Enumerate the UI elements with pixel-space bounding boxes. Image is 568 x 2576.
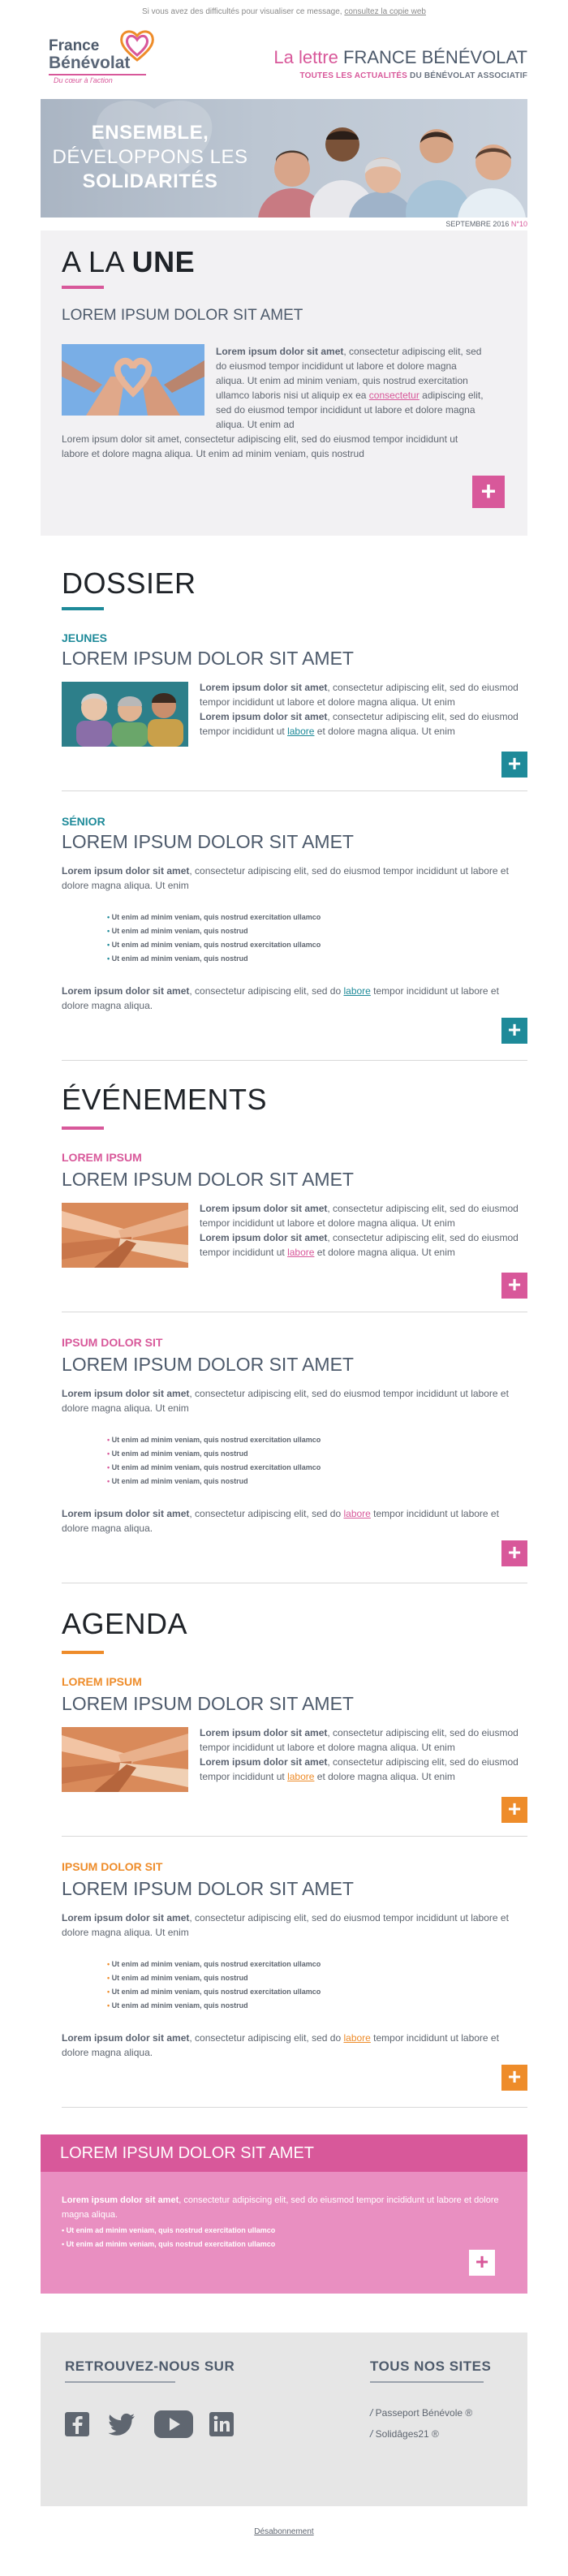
evenements-a2-intro: [62, 1386, 527, 1415]
promo-read-more-button[interactable]: +: [469, 2250, 495, 2276]
divider: [62, 2107, 527, 2108]
facebook-icon[interactable]: [65, 2412, 89, 2436]
agenda-a2-intro-bold: Lorem ipsum dolor sit amet: [62, 1912, 190, 1923]
bullet-text: Ut enim ad minim veniam, quis nostrud exercitation ullamco: [111, 941, 321, 949]
une-p1-rest: , consectetur adipiscing elit, sed do eiusmod tempor incididunt ut labore et dolore magna aliqua. Ut enim ad minim veniam, quis nostrud exercitation ullamco laboris nisi ut aliquip ex ea: [216, 346, 482, 401]
section-title-une: [62, 245, 195, 279]
bullet-item: • Ut enim ad minim veniam, quis nostrud: [107, 1477, 248, 1485]
jeunes-l2-rest: , consectetur adipiscing elit, sed do eiusmod tempor incididunt ut: [200, 711, 519, 737]
header: [41, 23, 527, 99]
une-paragraph-2: Lorem ipsum dolor sit amet, consectetur adipiscing elit, sed do eiusmod tempor incididunt ut labore et dolore magna aliqua. Ut enim ad minim veniam, quis nostrud: [62, 433, 458, 459]
une-p1-bold: Lorem ipsum dolor sit amet: [216, 346, 344, 357]
our-sites-block: [370, 2358, 491, 2445]
jeunes-text: [200, 680, 526, 739]
bullet-text: Ut enim ad minim veniam, quis nostrud: [111, 1450, 248, 1458]
agenda-a1-thumbnail[interactable]: [62, 1727, 188, 1792]
hands-heart-image: [62, 344, 204, 416]
evenements-a2-category: IPSUM DOLOR SIT: [62, 1336, 163, 1349]
logo-tagline: Du cœur à l'action: [54, 76, 113, 84]
une-p1-after: adipiscing elit, sed do eiusmod tempor incididunt ut labore et dolore magna aliqua. Ut enim ad: [216, 390, 484, 430]
section-rule: [62, 286, 104, 289]
evenements-a2-outro-rest: , consectetur adipiscing elit, sed do: [189, 1508, 342, 1519]
une-inline-link[interactable]: consectetur: [368, 390, 420, 401]
jeunes-l1-bold: Lorem ipsum dolor sit amet: [200, 682, 328, 693]
senior-intro-bold: Lorem ipsum dolor sit amet: [62, 865, 190, 877]
hero-banner: [41, 99, 527, 218]
bullet-text: Ut enim ad minim veniam, quis nostrud: [111, 1974, 248, 1982]
evenements-a2-inline-link[interactable]: labore: [343, 1508, 371, 1519]
bullet-item: • Ut enim ad minim veniam, quis nostrud exercitation ullamco: [107, 1988, 321, 1996]
promo-bold: Lorem ipsum dolor sit amet: [62, 2195, 179, 2205]
agenda-a2-outro-rest: , consectetur adipiscing elit, sed do: [189, 2032, 342, 2044]
unsubscribe-link[interactable]: Désabonnement: [254, 2527, 314, 2536]
logo-rule: [49, 74, 146, 75]
evenements-a1-text: [200, 1201, 526, 1260]
agenda-a2-outro-bold: Lorem ipsum dolor sit amet: [62, 2032, 190, 2044]
bullet-item: • Ut enim ad minim veniam, quis nostrud exercitation ullamco: [107, 1960, 321, 1968]
site-link-passeport[interactable]: [370, 2402, 491, 2423]
evenements-rule: [62, 1126, 104, 1130]
follow-us-block: [65, 2358, 235, 2383]
evenements-a1-inline-link[interactable]: labore: [287, 1247, 315, 1258]
bullet-item: • Ut enim ad minim veniam, quis nostrud: [107, 1974, 248, 1982]
france-benevolat-logo[interactable]: [49, 28, 170, 88]
slash-icon: /: [370, 2407, 376, 2419]
evenements-a1-thumbnail[interactable]: [62, 1203, 188, 1268]
banner-line-2: DÉVELOPPONS LES: [52, 146, 248, 168]
agenda-a1-category: LOREM IPSUM: [62, 1675, 142, 1688]
site-link-solidages[interactable]: [370, 2423, 491, 2445]
senior-outro-rest: , consectetur adipiscing elit, sed do: [189, 985, 342, 997]
evenements-a1-l2-bold: Lorem ipsum dolor sit amet: [200, 1232, 328, 1243]
issue-date: SEPTEMBRE 2016: [445, 220, 510, 228]
evenements-a1-title[interactable]: LOREM IPSUM DOLOR SIT AMET: [62, 1169, 354, 1190]
senior-outro-bold: Lorem ipsum dolor sit amet: [62, 985, 190, 997]
dossier-rule: [62, 607, 104, 610]
jeunes-l1-rest: , consectetur adipiscing elit, sed do eiusmod tempor incididunt ut labore et dolore magna aliqua. Ut enim: [200, 682, 519, 708]
bullet-text: Ut enim ad minim veniam, quis nostrud exercitation ullamco: [66, 2226, 276, 2234]
jeunes-article-title[interactable]: LOREM IPSUM DOLOR SIT AMET: [62, 648, 354, 669]
bullet-item: • Ut enim ad minim veniam, quis nostrud exercitation ullamco: [107, 1436, 321, 1444]
evenements-a1-l1-bold: Lorem ipsum dolor sit amet: [200, 1203, 328, 1214]
title-main: FRANCE BÉNÉVOLAT: [343, 47, 527, 67]
une-article-title[interactable]: LOREM IPSUM DOLOR SIT AMET: [62, 307, 303, 324]
agenda-rule: [62, 1651, 104, 1654]
evenements-a2-intro-bold: Lorem ipsum dolor sit amet: [62, 1388, 190, 1399]
evenements-a2-outro-bold: Lorem ipsum dolor sit amet: [62, 1508, 190, 1519]
jeunes-read-more-button[interactable]: +: [501, 752, 527, 778]
follow-us-rule: [65, 2381, 175, 2383]
promo-title[interactable]: LOREM IPSUM DOLOR SIT AMET: [41, 2134, 527, 2172]
promo-block: [41, 2134, 527, 2294]
senior-intro: [62, 864, 527, 893]
senior-category: SÉNIOR: [62, 815, 105, 828]
une-paragraph-1: [216, 344, 485, 432]
evenements-a1-l2-rest: , consectetur adipiscing elit, sed do eiusmod tempor incididunt ut: [200, 1232, 519, 1258]
agenda-a1-l2-after: et dolore magna aliqua. Ut enim: [314, 1771, 455, 1782]
bullet-text: Ut enim ad minim veniam, quis nostrud exercitation ullamco: [111, 913, 321, 921]
jeunes-l2-after: et dolore magna aliqua. Ut enim: [314, 726, 455, 737]
jeunes-l2-bold: Lorem ipsum dolor sit amet: [200, 711, 328, 722]
agenda-a1-l1-bold: Lorem ipsum dolor sit amet: [200, 1727, 328, 1738]
jeunes-thumbnail[interactable]: [62, 682, 188, 747]
agenda-a2-intro-rest: , consectetur adipiscing elit, sed do eiusmod tempor incididunt ut labore et dolore magna aliqua. Ut enim: [62, 1912, 509, 1938]
section-title-dossier: DOSSIER: [62, 566, 196, 600]
section-title-agenda: AGENDA: [62, 1607, 188, 1640]
divider: [62, 1060, 527, 1061]
preheader: [41, 0, 527, 23]
bullet-text: Ut enim ad minim veniam, quis nostrud: [111, 954, 248, 963]
agenda-a1-inline-link[interactable]: labore: [287, 1771, 315, 1782]
site-link-label: Solidâges21 ®: [375, 2428, 439, 2440]
evenements-a2-bullet-list: [107, 1433, 321, 1488]
issue-number: N°10: [510, 220, 527, 228]
preheader-text: Si vous avez des difficultés pour visualiser ce message,: [141, 7, 342, 16]
promo-body: [41, 2172, 527, 2294]
bullet-item: • Ut enim ad minim veniam, quis nostrud: [107, 1450, 248, 1458]
promo-rest: , consectetur adipiscing elit, sed do eiusmod tempor incididunt ut labore et dolore magna aliqua.: [62, 2195, 499, 2220]
bullet-text: Ut enim ad minim veniam, quis nostrud: [111, 2001, 248, 2010]
bullet-item: • Ut enim ad minim veniam, quis nostrud exercitation ullamco: [107, 913, 321, 921]
jeunes-inline-link[interactable]: labore: [287, 726, 315, 737]
agenda-a1-text: [200, 1725, 526, 1784]
jeunes-category: JEUNES: [62, 631, 108, 644]
agenda-a1-l2-rest: , consectetur adipiscing elit, sed do eiusmod tempor incididunt ut: [200, 1756, 519, 1782]
stacked-hands-image: [62, 1727, 188, 1792]
bullet-item: • Ut enim ad minim veniam, quis nostrud: [107, 2001, 248, 2010]
senior-article-title[interactable]: LOREM IPSUM DOLOR SIT AMET: [62, 831, 354, 852]
divider: [62, 1836, 527, 1837]
senior-read-more-button[interactable]: +: [501, 1018, 527, 1044]
twitter-icon[interactable]: [107, 2412, 136, 2436]
une-thumbnail[interactable]: [62, 344, 204, 416]
section-title-evenements: ÉVÉNEMENTS: [62, 1083, 268, 1116]
banner-line-1: ENSEMBLE,: [91, 122, 209, 144]
subtitle-rest: DU BÉNÉVOLAT ASSOCIATIF: [407, 71, 527, 80]
logo-line-1: France: [49, 37, 100, 54]
evenements-a1-read-more-button[interactable]: +: [501, 1273, 527, 1299]
divider: [62, 790, 527, 791]
issue-info: [41, 218, 527, 230]
web-copy-link[interactable]: consultez la copie web: [344, 7, 426, 16]
footer: [41, 2333, 527, 2506]
promo-text: [62, 2193, 500, 2222]
evenements-a1-category: LOREM IPSUM: [62, 1151, 142, 1164]
bullet-text: Ut enim ad minim veniam, quis nostrud: [111, 927, 248, 935]
bullet-text: Ut enim ad minim veniam, quis nostrud: [111, 1477, 248, 1485]
our-sites-title: TOUS NOS SITES: [370, 2358, 492, 2374]
bullet-item: • Ut enim ad minim veniam, quis nostrud exercitation ullamco: [62, 2226, 276, 2234]
bullet-text: Ut enim ad minim veniam, quis nostrud exercitation ullamco: [66, 2240, 276, 2248]
promo-bullet-list: [62, 2224, 506, 2251]
site-link-label: Passeport Bénévole ®: [375, 2407, 473, 2419]
bullet-text: Ut enim ad minim veniam, quis nostrud exercitation ullamco: [111, 1960, 321, 1968]
bullet-item: • Ut enim ad minim veniam, quis nostrud: [107, 927, 248, 935]
evenements-a2-intro-rest: , consectetur adipiscing elit, sed do eiusmod tempor incididunt ut labore et dolore magna aliqua. Ut enim: [62, 1388, 509, 1414]
agenda-a1-l1-rest: , consectetur adipiscing elit, sed do eiusmod tempor incididunt ut labore et dolore magna aliqua. Ut enim: [200, 1727, 519, 1753]
bullet-item: • Ut enim ad minim veniam, quis nostrud exercitation ullamco: [107, 1463, 321, 1471]
senior-bullet-list: [107, 911, 321, 966]
bullet-text: Ut enim ad minim veniam, quis nostrud exercitation ullamco: [111, 1988, 321, 1996]
banner-line-3: SOLIDARITÉS: [82, 170, 218, 192]
title-part-a: A LA: [62, 245, 124, 278]
senior-outro-after: tempor incididunt ut labore et dolore magna aliqua.: [62, 985, 499, 1011]
bullet-item: • Ut enim ad minim veniam, quis nostrud exercitation ullamco: [107, 941, 321, 949]
slash-icon: /: [370, 2428, 376, 2440]
follow-us-title: RETROUVEZ-NOUS SUR: [65, 2358, 235, 2374]
linkedin-icon[interactable]: [209, 2412, 234, 2436]
bullet-text: Ut enim ad minim veniam, quis nostrud exercitation ullamco: [111, 1463, 321, 1471]
evenements-a1-l2-after: et dolore magna aliqua. Ut enim: [314, 1247, 455, 1258]
newsletter-title: [273, 47, 527, 80]
agenda-a2-outro-after: tempor incididunt ut labore et dolore magna aliqua.: [62, 2032, 499, 2058]
senior-inline-link[interactable]: labore: [343, 985, 371, 997]
evenements-a2-title[interactable]: LOREM IPSUM DOLOR SIT AMET: [62, 1354, 354, 1375]
a-la-une-section: [41, 230, 527, 536]
evenements-a2-outro-after: tempor incididunt ut labore et dolore magna aliqua.: [62, 1508, 499, 1534]
agenda-a1-read-more-button[interactable]: +: [501, 1797, 527, 1823]
stacked-hands-image: [62, 1203, 188, 1268]
bullet-item: • Ut enim ad minim veniam, quis nostrud: [107, 954, 248, 963]
agenda-a2-read-more-button[interactable]: +: [501, 2065, 527, 2091]
senior-outro: [62, 984, 527, 1013]
group-photo-image: [62, 682, 188, 747]
agenda-a1-title[interactable]: LOREM IPSUM DOLOR SIT AMET: [62, 1693, 354, 1714]
agenda-a2-category: IPSUM DOLOR SIT: [62, 1860, 163, 1873]
our-sites-rule: [370, 2381, 484, 2383]
agenda-a2-outro: [62, 2031, 527, 2060]
logo-line-2: Bénévolat: [49, 54, 131, 72]
dossier-section: [62, 566, 196, 601]
senior-intro-rest: , consectetur adipiscing elit, sed do eiusmod tempor incididunt ut labore et dolore magna aliqua. Ut enim: [62, 865, 509, 891]
bullet-text: Ut enim ad minim veniam, quis nostrud exercitation ullamco: [111, 1436, 321, 1444]
title-prefix: La lettre: [273, 47, 338, 67]
evenements-a2-read-more-button[interactable]: +: [501, 1540, 527, 1566]
agenda-a2-inline-link[interactable]: labore: [343, 2032, 371, 2044]
evenements-a2-outro: [62, 1506, 527, 1536]
title-part-b: UNE: [131, 245, 196, 278]
newsletter: [41, 0, 527, 2536]
une-read-more-button[interactable]: +: [472, 476, 505, 508]
youtube-icon[interactable]: [154, 2410, 193, 2438]
bullet-item: • Ut enim ad minim veniam, quis nostrud exercitation ullamco: [62, 2240, 276, 2248]
agenda-a2-title[interactable]: LOREM IPSUM DOLOR SIT AMET: [62, 1878, 354, 1899]
subtitle-highlight: TOUTES LES ACTUALITÉS: [299, 71, 408, 80]
sites-list: [370, 2402, 491, 2445]
agenda-a2-intro: [62, 1910, 527, 1940]
agenda-a2-bullet-list: [107, 1958, 321, 2013]
evenements-a1-l1-rest: , consectetur adipiscing elit, sed do eiusmod tempor incididunt ut labore et dolore magna aliqua. Ut enim: [200, 1203, 519, 1229]
agenda-a1-l2-bold: Lorem ipsum dolor sit amet: [200, 1756, 328, 1768]
